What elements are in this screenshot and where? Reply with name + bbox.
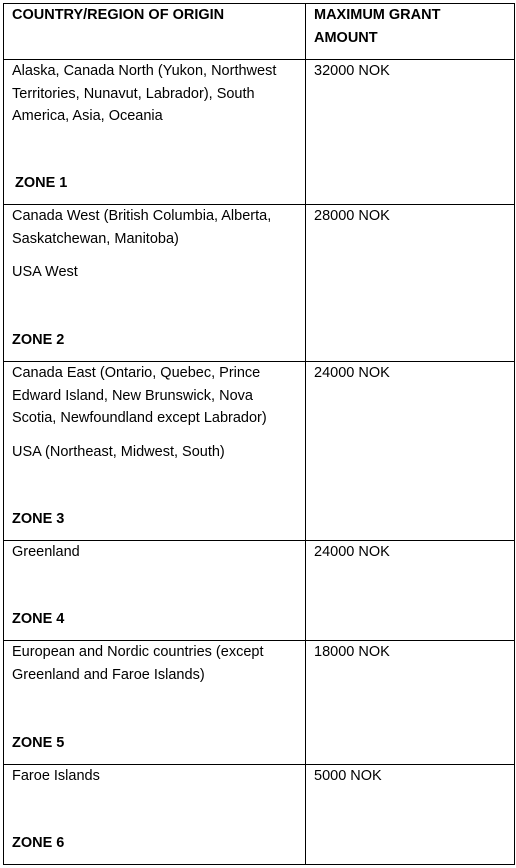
table-row — [4, 765, 515, 865]
amount-cell — [306, 362, 515, 541]
region-text: Canada West (British Columbia, Alberta, Saskatchewan, Manitoba) — [12, 208, 272, 247]
region-cell — [4, 60, 306, 205]
region-cell — [4, 765, 306, 865]
region-text: Alaska, Canada North (Yukon, Northwest Territories, Nunavut, Labrador), South America, Asia, Oceania — [12, 63, 277, 124]
region-text: Canada East (Ontario, Quebec, Prince Edward Island, New Brunswick, Nova Scotia, Newfoundland except Labrador) — [12, 365, 267, 426]
header-row — [4, 4, 515, 60]
header-amount-cell — [306, 4, 515, 60]
grant-table — [3, 3, 515, 865]
zone-label: ZONE 5 — [12, 734, 65, 751]
amount-cell — [306, 205, 515, 362]
header-amount-line2: AMOUNT — [314, 29, 378, 46]
region-cell — [4, 205, 306, 362]
amount-value: 32000 NOK — [314, 63, 390, 79]
region-cell — [4, 541, 306, 641]
table-row — [4, 541, 515, 641]
region-text: Greenland — [12, 544, 80, 560]
zone-label: ZONE 2 — [12, 331, 65, 348]
table-row — [4, 205, 515, 362]
amount-value: 18000 NOK — [314, 644, 390, 660]
amount-value: 28000 NOK — [314, 208, 390, 224]
header-amount-line1: MAXIMUM GRANT — [314, 7, 441, 23]
amount-cell — [306, 541, 515, 641]
zone-label: ZONE 3 — [12, 510, 65, 527]
region-text: European and Nordic countries (except Greenland and Faroe Islands) — [12, 644, 264, 683]
region-cell — [4, 362, 306, 541]
region-cell — [4, 641, 306, 765]
amount-cell — [306, 641, 515, 765]
table-row — [4, 362, 515, 541]
table-row — [4, 641, 515, 765]
amount-value: 24000 NOK — [314, 365, 390, 381]
region-text: USA West — [12, 264, 78, 280]
amount-cell — [306, 765, 515, 865]
header-region-cell — [4, 4, 306, 60]
amount-cell — [306, 60, 515, 205]
zone-label: ZONE 6 — [12, 834, 65, 851]
amount-value: 24000 NOK — [314, 544, 390, 560]
region-text: USA (Northeast, Midwest, South) — [12, 443, 225, 460]
header-region: COUNTRY/REGION OF ORIGIN — [12, 7, 225, 23]
table-row — [4, 60, 515, 205]
amount-value: 5000 NOK — [314, 768, 382, 784]
zone-label: ZONE 1 — [15, 174, 68, 191]
region-text: Faroe Islands — [12, 768, 100, 784]
zone-label: ZONE 4 — [12, 610, 65, 627]
